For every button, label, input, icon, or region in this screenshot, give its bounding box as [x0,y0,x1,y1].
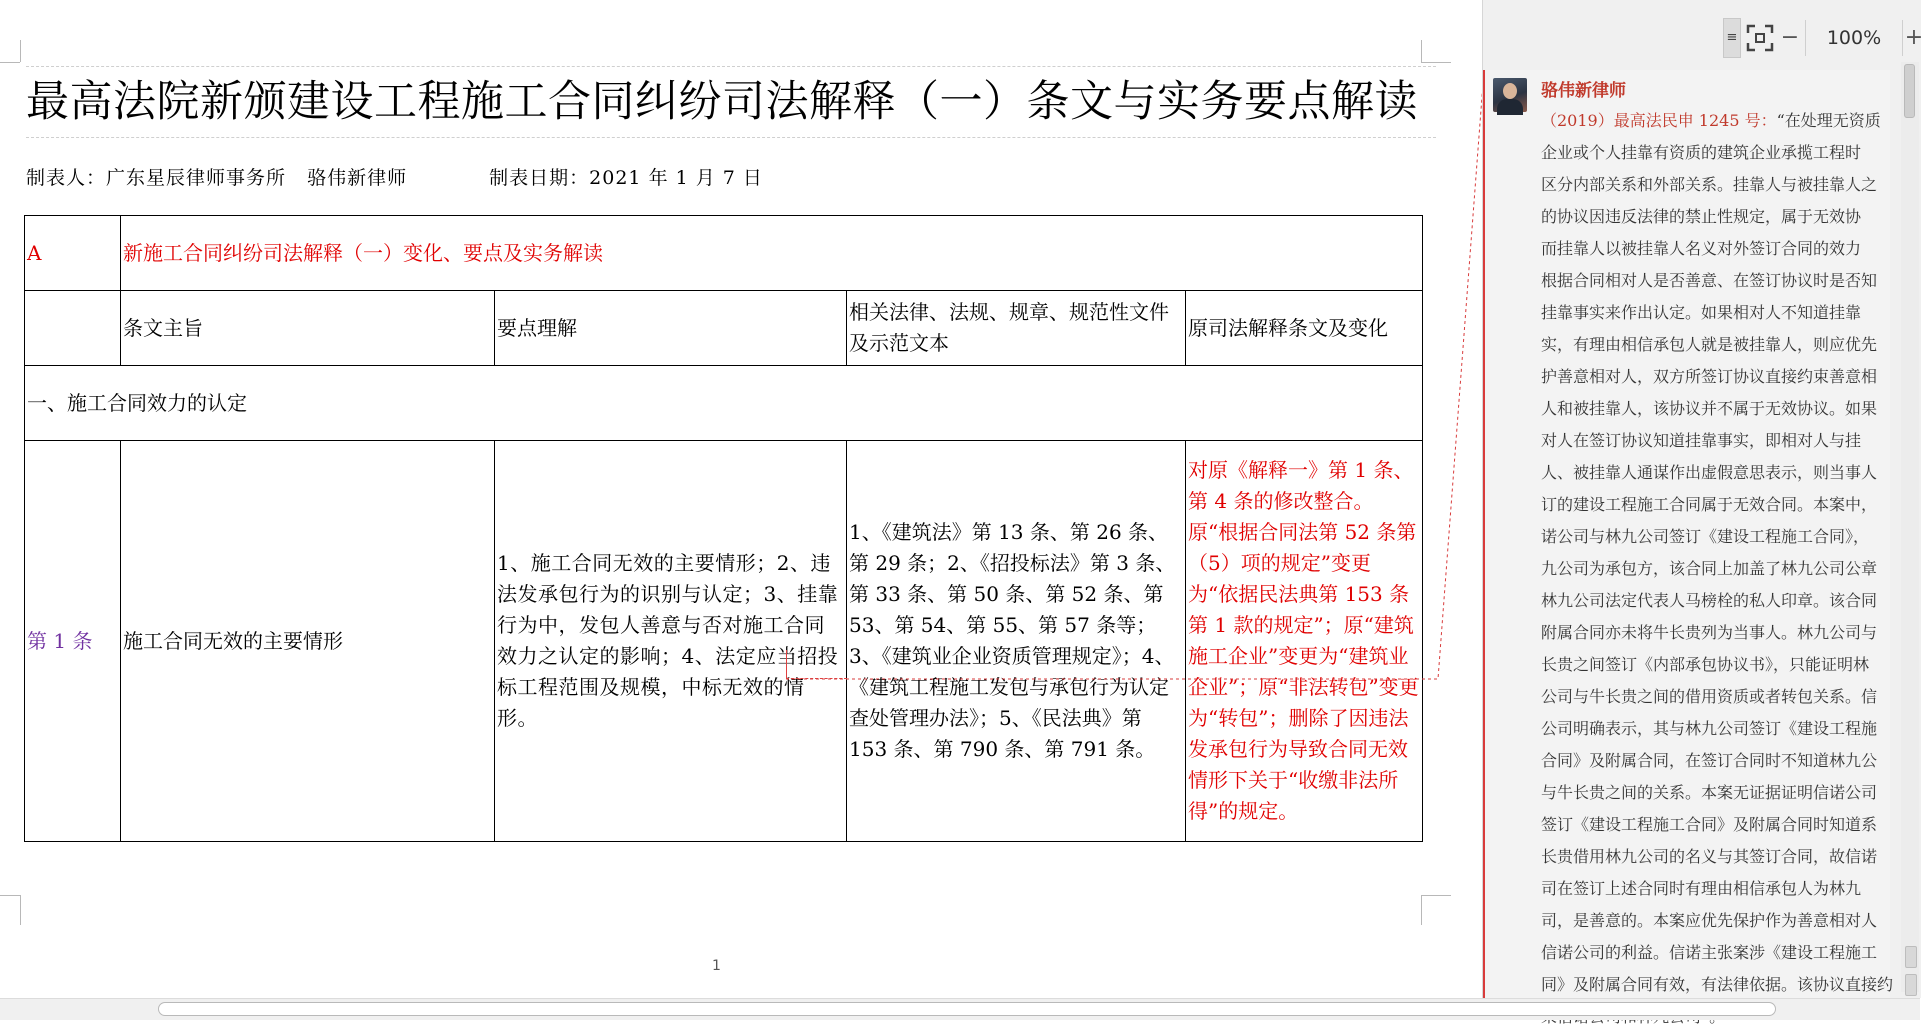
comment-line: （2019）最高法民申 1245 号：“在处理无资质 [1541,111,1881,130]
crop-mark [1421,895,1451,896]
page-number: 1 [712,958,721,974]
article-subject[interactable]: 施工合同无效的主要情形 [121,441,495,842]
avatar-face [1503,83,1517,99]
comment-line: 公司明确表示，其与林九公司签订《建设工程施 [1541,719,1878,738]
comment-line: 长贵借用林九公司的名义与其签订合同，故信诺 [1541,847,1878,866]
section-a-title[interactable]: 新施工合同纠纷司法解释（一）变化、要点及实务解读 [121,216,1423,291]
avatar [1493,78,1527,112]
comment-line: 签订《建设工程施工合同》及附属合同时知道系 [1541,815,1878,834]
comment-line: 挂靠事实来作出认定。如果相对人不知道挂靠 [1541,303,1862,322]
comment-line: 对人在签订协议知道挂靠事实，即相对人与挂 [1541,431,1862,450]
comment-line: 护善意相对人，双方所签订协议直接约束善意相 [1541,367,1878,386]
article-related-laws[interactable]: 1、《建筑法》第 13 条、第 26 条、第 29 条；2、《招投标法》第 3 条、第 33 条、第 50 条、第 52 条、第 53、第 54、第 55、第 57 条等；3、《建筑业企业资质管理规定》；4、《建筑工程施工发包与承包行为认定查处管理办法》；5、《民法典》第 153 条、第 790 条、第 791 条。 [847,441,1186,842]
crop-mark [20,40,21,62]
section-1-row [25,366,1423,441]
article-key-points[interactable]: 1、施工合同无效的主要情形；2、违法发承包行为的识别与认定；3、挂靠行为中，发包人善意与否对施工合同效力之认定的影响；4、法定应当招投标工程范围及规模，中标无效的情形。 [495,441,847,842]
comment-line: 与牛长贵之间的关系。本案无证据证明信诺公司 [1541,783,1878,802]
zoom-level[interactable]: 100% [1805,20,1903,56]
comment-line: 公司与牛长贵之间的借用资质或者转包关系。信 [1541,687,1878,706]
header-key-points[interactable]: 要点理解 [495,291,847,366]
comment-line: 区分内部关系和外部关系。挂靠人与被挂靠人之 [1541,175,1878,194]
comment-anchor-box [786,650,847,679]
comment-pane-scrollbar[interactable] [1901,62,1919,992]
provisions-table[interactable] [24,215,1423,842]
fit-page-icon[interactable] [1746,24,1774,52]
crop-mark [1421,62,1451,63]
crop-mark [1421,40,1422,62]
comment-line: 同》及附属合同有效，有法律依据。该协议直接约 [1541,975,1894,994]
comment-line: 司在签订上述合同时有理由相信承包人为林九 [1541,879,1862,898]
crop-mark [0,62,20,63]
document-title[interactable]: 最高法院新颁建设工程施工合同纠纷司法解释（一）条文与实务要点解读 [26,66,1436,138]
horizontal-scrollbar-thumb[interactable] [158,1002,1776,1016]
scrollbar-thumb[interactable] [1904,64,1915,118]
section-a-label[interactable]: A [25,216,121,291]
article-number[interactable]: 第 1 条 [25,441,121,842]
comment-line: 企业或个人挂靠有资质的建筑企业承揽工程时 [1541,143,1862,162]
comment-line: 而挂靠人以被挂靠人名义对外签订合同的效力 [1541,239,1862,258]
document-meta[interactable] [26,162,777,194]
section-a-row [25,216,1423,291]
lawyer-text: 骆伟新律师 [307,167,408,189]
side-tool-button[interactable] [1905,946,1917,968]
horizontal-scrollbar[interactable] [0,998,1920,1020]
comment-line: 根据合同相对人是否善意、在签订协议时是否知 [1541,271,1878,290]
maker-text: 制表人：广东星辰律师事务所 [26,167,287,189]
comment-body[interactable] [1541,105,1894,1033]
comment-line: 林九公司法定代表人马榜栓的私人印章。该合同 [1541,591,1878,610]
comment-line: 信诺公司的利益。信诺主张案涉《建设工程施工 [1541,943,1878,962]
header-row [25,291,1423,366]
comment-line: 实，有理由相信承包人就是被挂靠人，则应优先 [1541,335,1878,354]
section-1-title[interactable]: 一、施工合同效力的认定 [25,366,1423,441]
header-subject[interactable]: 条文主旨 [121,291,495,366]
crop-mark [0,895,20,896]
avatar-body [1497,99,1523,115]
case-reference: （2019）最高法民申 1245 号： [1541,111,1777,130]
side-tool-button[interactable] [1905,974,1917,996]
comment-pane [1482,0,1924,998]
article-changes[interactable]: 对原《解释一》第 1 条、第 4 条的修改整合。原“根据合同法第 52 条第（5）项的规定”变更为“依据民法典第 153 条第 1 款的规定”；原“建筑施工企业”变更为“建筑业企业”；原“非法转包”变更为“转包”；删除了因违法发承包行为导致合同无效情形下关于“收缴非法所得”的规定。 [1186,441,1423,842]
comment-line: 人、被挂靠人通谋作出虚假意思表示，则当事人 [1541,463,1878,482]
comment-line: 司，是善意的。本案应优先保护作为善意相对人 [1541,911,1878,930]
comment-line: 订的建设工程施工合同属于无效合同。本案中， [1541,495,1878,514]
comment-line: 合同》及附属合同，在签订合同时不知道林九公 [1541,751,1878,770]
zoom-out-button[interactable]: − [1780,25,1800,50]
comment-line: 人和被挂靠人，该协议并不属于无效协议。如果 [1541,399,1878,418]
zoom-in-button[interactable]: + [1904,25,1924,50]
crop-mark [1421,895,1422,925]
comment-line: 的协议因违反法律的禁止性规定，属于无效协 [1541,207,1862,226]
date-text: 制表日期：2021 年 1 月 7 日 [489,167,763,189]
comment-line: 长贵之间签订《内部承包协议书》，只能证明林 [1541,655,1870,674]
header-related-laws[interactable]: 相关法律、法规、规章、规范性文件及示范文本 [847,291,1186,366]
comment-card[interactable] [1483,70,1894,998]
comment-line: 诺公司与林九公司签订《建设工程施工合同》， [1541,527,1870,546]
comment-pane-toolbar [1483,14,1924,62]
comment-author: 骆伟新律师 [1541,81,1626,101]
crop-mark [20,895,21,925]
header-original-changes[interactable]: 原司法解释条文及变化 [1186,291,1423,366]
comment-line: 附属合同亦未将牛长贵列为当事人。林九公司与 [1541,623,1878,642]
header-col1[interactable] [25,291,121,366]
comment-line: 九公司为承包方，该合同上加盖了林九公司公章 [1541,559,1878,578]
article-1-row [25,441,1423,842]
pane-menu-icon[interactable]: ≡ [1723,18,1741,58]
